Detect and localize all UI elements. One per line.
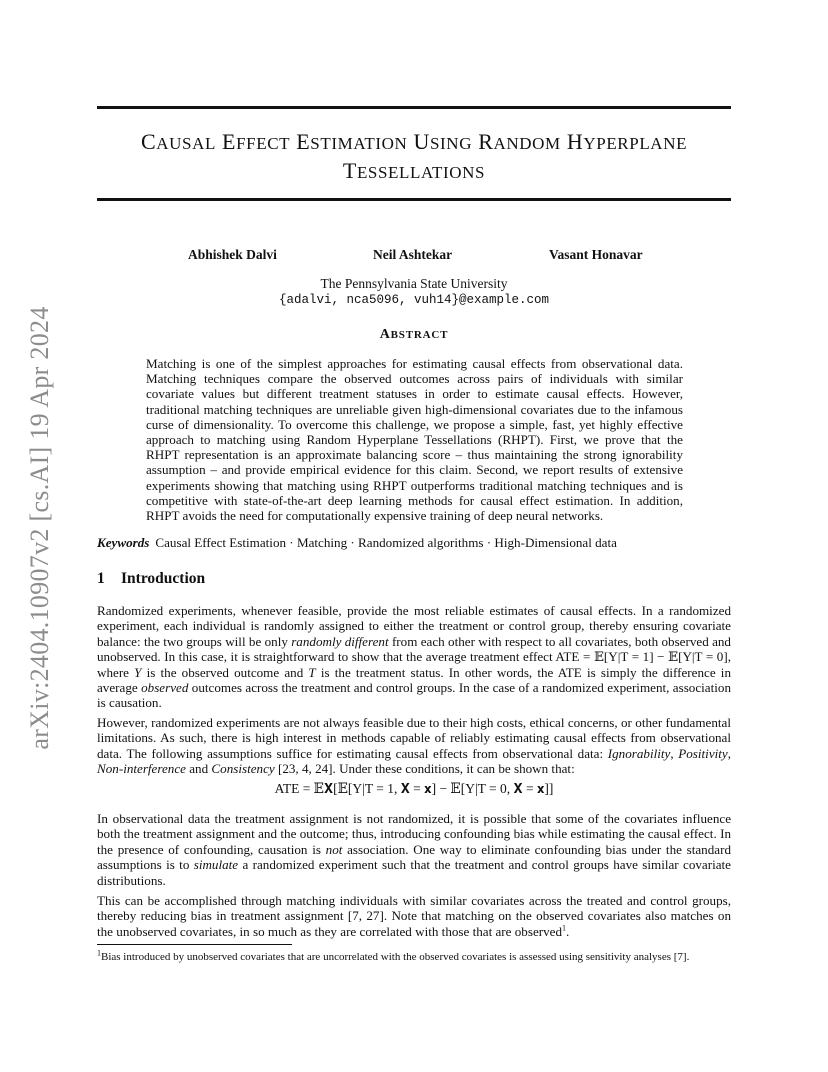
text-run: is the treatment status. In other words, the ATE is simply the difference in average [97,664,731,696]
keywords-line [97,535,737,551]
affiliation-block [97,276,731,308]
emphasis: not [325,841,343,857]
paper-title [97,128,731,186]
text-run: In observational data the treatment assignment is not randomized, it is possible that some of the covariates influence both the treatment assignment and the outcome; thus, introducing confounding bias while estimating the causal effect. In the presence of confounding, causation is [97,811,731,857]
affiliation: The Pennsylvania State University [320,276,508,291]
paragraph [97,603,731,711]
title-bottom-rule [97,198,731,201]
footnote-mark: 1 [97,948,101,958]
section-title: Introduction [121,570,206,587]
footnote [97,950,731,964]
text-run: Randomized experiments, whenever feasible, provide the most reliable estimates of causal effects. In a randomized experiment, each individual is randomly assigned to either the treatment or control group, thereby ensuring covariate balance: the two groups will be only [97,603,731,649]
text-run: , [670,745,679,761]
title-line-1 [97,128,731,157]
footnote-text: Bias introduced by unobserved covariates that are uncorrelated with the observed covariates is assessed using sensitivity analyses [7]. [101,951,690,963]
text-run: and [185,761,212,777]
title-line-2 [97,157,731,186]
footnote-marker[interactable]: 1 [562,923,567,933]
emphasis: Positivity [678,745,728,761]
text-run: [23, 4, 24]. Under these conditions, it can be shown that: [274,761,575,777]
author-emails: {adalvi, nca5096, vuh14}@example.com [278,293,550,307]
text-run: from each other with respect to all covariates, both observed and unobserved. In this case, it is straightforward to show that the average treatment effect ATE = 𝔼[Y|T = 1] − 𝔼[Y|T = 0], where [97,633,731,680]
abstract-text: Matching is one of the simplest approaches for estimating causal effects from observational data. Matching techniques compare the observed outcomes across pairs of individuals with similar covariate values but different treatment statuses in order to estimate causal effects. However, traditional matching techniques are unreliable given high-dimensional covariates due to the infamous curse of dimensionality. To overcome this challenge, we propose a simple, fast, yet highly effective approach to matching using Random Hyperplane Tessellations (RHPT). First, we prove that the RHPT representation is an approximate balancing score – thus maintaining the strong ignorability assumption – and provide empirical evidence for this claim. Second, we report results of extensive experiments showing that matching using RHPT outperforms traditional matching techniques and is competitive with state-of-the-art deep learning methods for causal effect estimation. In addition, RHPT avoids the need for computationally expensive training of deep neural networks. [146,356,683,524]
title-top-rule [97,106,731,109]
keywords-text: Causal Effect Estimation · Matching · Randomized algorithms · High-Dimensional data [155,535,617,550]
author-list [97,247,731,267]
abstract-heading [97,327,731,343]
equation: ATE = 𝔼𝐗[𝔼[Y|T = 1, 𝐗 = 𝐱] − 𝔼[Y|T = 0, 𝐗 = 𝐱]] [274,781,554,796]
text-run: is the observed outcome and [141,664,309,680]
math-var: Y [134,664,142,680]
emphasis: Non-interference [97,761,186,777]
emphasis: Consistency [211,761,275,777]
footnote-rule [97,944,292,945]
author-name: Vasant Honavar [549,247,643,262]
paragraph [97,811,731,888]
text-run: a randomized experiment such that the treatment and control groups have similar covariate distributions. [97,857,731,888]
section-number: 1 [97,570,105,587]
text-run: , [727,745,732,761]
arxiv-identifier: arXiv:2404.10907v2 [cs.AI] 19 Apr 2024 [25,306,54,750]
author-name: Abhishek Dalvi [188,247,277,262]
text-run: . [566,923,570,939]
math-var: T [308,664,316,680]
section-heading [97,570,205,588]
paragraph [97,715,731,777]
paragraph [97,893,731,939]
author-name: Neil Ashtekar [373,247,453,262]
emphasis: simulate [193,857,239,873]
emphasis: observed [141,680,189,696]
abstract-heading-text: ABSTRACT [379,327,449,342]
title-line-1-text: CAUSAL EFFECT ESTIMATION USING RANDOM HYPERPLANE [140,129,688,154]
text-run: However, randomized experiments are not always feasible due to their high costs, ethical concerns, or other fundamental limitations. As such, there is high interest in methods capable of reliably estimating causal effects from observational data. The following assumptions suffice for estimating causal effects from observational data: [97,715,731,761]
keywords-label: Keywords [97,535,150,550]
emphasis: Ignorability [607,745,671,761]
title-line-2-text: TESSELLATIONS [342,158,486,183]
text-run: This can be accomplished through matching individuals with similar covariates across the treated and control groups, thereby reducing bias in treatment assignment [7, 27]. Note that matching on the observed covariates also matches on the unobserved covariates, in so much as they are correlated with those that are observed [97,893,731,939]
text-run: association. One way to eliminate confounding bias under the standard assumptions is to [97,841,731,873]
emphasis: randomly different [291,633,389,649]
text-run: outcomes across the treatment and control groups. In the case of a randomized experiment, association is causation. [97,680,731,711]
